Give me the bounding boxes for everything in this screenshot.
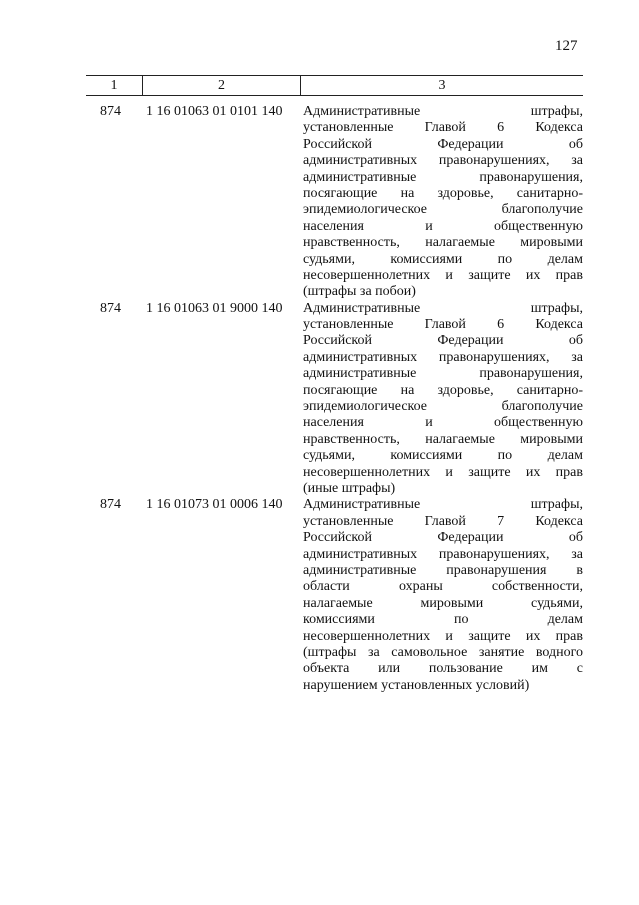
table-body (86, 96, 583, 694)
description-line: (штрафы за побои) (303, 284, 416, 300)
description-line: (штрафы за самовольное занятие водного (303, 644, 583, 660)
description-line: Административные штрафы, (303, 300, 583, 316)
description-line: эпидемиологическое благополучие (303, 399, 583, 415)
description-line: Административные штрафы, (303, 104, 583, 119)
table-row (86, 104, 583, 301)
description-line: нравственность, налагаемые мировыми (303, 431, 583, 447)
admin-code-cell: 874 (100, 497, 121, 513)
description-line: посягающие на здоровье, санитарно- (303, 382, 583, 398)
kbk-code-cell: 1 16 01063 01 9000 140 (146, 300, 283, 316)
header-col-3: 3 (438, 78, 446, 93)
description-line: Российской Федерации об (303, 530, 583, 546)
description-line: административные правонарушения в (303, 562, 583, 578)
description-line: налагаемые мировыми судьями, (303, 595, 583, 611)
description-line: населения и общественную (303, 218, 583, 234)
description-line: населения и общественную (303, 415, 583, 431)
admin-code-cell: 874 (100, 104, 121, 119)
description-line: Российской Федерации об (303, 136, 583, 152)
table-row (86, 301, 583, 498)
description-line: установленные Главой 6 Кодекса (303, 120, 583, 136)
description-cell (301, 301, 583, 498)
kbk-code-cell: 1 16 01073 01 0006 140 (146, 497, 283, 513)
header-col-1: 1 (86, 76, 143, 95)
description-line: установленные Главой 7 Кодекса (303, 513, 583, 529)
description-line: посягающие на здоровье, санитарно- (303, 185, 583, 201)
description-line: административные правонарушения, (303, 366, 583, 382)
description-line: судьями, комиссиями по делам (303, 251, 583, 267)
page-number: 127 (555, 38, 578, 54)
description-cell (301, 497, 583, 694)
description-line: нравственность, налагаемые мировыми (303, 235, 583, 251)
document-table (86, 75, 583, 694)
description-line: эпидемиологическое благополучие (303, 202, 583, 218)
description-line: административных правонарушениях, за (303, 153, 583, 169)
table-header-row (86, 75, 583, 96)
table-row (86, 497, 583, 694)
description-line: (иные штрафы) (303, 480, 396, 496)
description-cell (301, 104, 583, 301)
description-line: административных правонарушениях, за (303, 546, 583, 562)
description-line: несовершеннолетних и защите их прав (303, 267, 583, 283)
admin-code-cell: 874 (100, 300, 121, 316)
description-line: комиссиями по делам (303, 612, 583, 628)
description-line: объекта или пользование им с (303, 661, 583, 677)
description-line: несовершеннолетних и защите их прав (303, 464, 583, 480)
description-line: нарушением установленных условий) (303, 677, 530, 693)
kbk-code-cell: 1 16 01063 01 0101 140 (146, 104, 283, 119)
description-line: области охраны собственности, (303, 579, 583, 595)
description-line: установленные Главой 6 Кодекса (303, 317, 583, 333)
header-col-2: 2 (143, 76, 301, 95)
description-line: Административные штрафы, (303, 497, 583, 513)
description-line: судьями, комиссиями по делам (303, 448, 583, 464)
description-line: несовершеннолетних и защите их прав (303, 628, 583, 644)
description-line: административные правонарушения, (303, 169, 583, 185)
description-line: Российской Федерации об (303, 333, 583, 349)
description-line: административных правонарушениях, за (303, 349, 583, 365)
